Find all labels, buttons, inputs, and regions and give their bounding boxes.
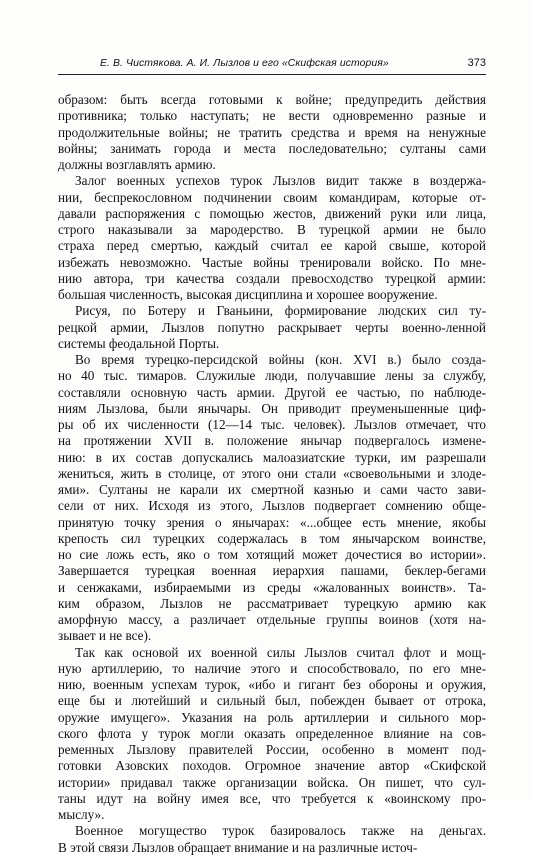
body-text bbox=[58, 92, 486, 856]
text-line: противника; только наступать; не вести одновременно разные и bbox=[58, 108, 486, 124]
text-line: ким образом, Лызлов не рассматривает турецкую армию как bbox=[58, 595, 486, 611]
text-line: системы феодальной Порты. bbox=[58, 335, 220, 351]
text-line: Рисуя, по Ботеру и Гваньини, формирование людских сил ту- bbox=[75, 303, 486, 319]
running-header bbox=[58, 54, 486, 75]
text-line: жениться, жить в столице, от этого они стали «своевольными и злоде- bbox=[58, 465, 486, 481]
text-line: страха перед смертью, каждый считал ее карой свыше, которой bbox=[58, 238, 486, 254]
text-line: ями». Султаны не карали их смертной казнью и сами часто зави- bbox=[58, 482, 486, 497]
text-line: избежать невозможно. Частые войны тренировали войско. По мне- bbox=[58, 254, 486, 270]
text-line: должны возглавлять армию. bbox=[58, 157, 216, 172]
text-line: но 40 тыс. тимаров. Служилые люди, получавшие лены за службу, bbox=[58, 368, 486, 384]
text-line: принятую точку зрения о янычарах: «...общее есть мнение, якобы bbox=[58, 514, 486, 530]
text-line: нию, военным успехам турок, «ибо и гигант без обороны и оружия, bbox=[58, 677, 486, 692]
text-line: Залог военных успехов турок Лызлов видит также в воздержа- bbox=[75, 173, 486, 189]
paragraph bbox=[58, 823, 486, 856]
paragraph bbox=[58, 352, 486, 645]
text-line: рецкой армии, Лызлов попутно раскрывает черты военно-ленной bbox=[58, 319, 486, 335]
text-line: ную артиллерию, то наличие этого и способствовало, по его мне- bbox=[58, 660, 486, 676]
text-line: образом: быть всегда готовыми к войне; предупредить действия bbox=[58, 92, 486, 107]
text-line: ременных Лызлову правителей России, особенно в момент под- bbox=[58, 742, 486, 757]
text-line: таны идут на войну имея все, что требуется к «воинскому про- bbox=[58, 790, 486, 806]
paragraph bbox=[58, 92, 486, 173]
text-line: но сие ложь есть, яко о том хотящий может дочестися во истории». bbox=[58, 547, 486, 562]
text-line: давали распоряжения с помощью жестов, движений руки или лица, bbox=[58, 205, 486, 221]
text-line: зывает и не все). bbox=[58, 628, 152, 644]
text-line: нию автора, три качества создали превосходство турецкой армии: bbox=[58, 270, 486, 286]
text-line: еще бы и лютейший и сильный был, побежден бывает от отрока, bbox=[58, 693, 486, 709]
text-line: готовки Азовских походов. Огромное значение автор «Скифской bbox=[58, 758, 486, 774]
text-line: большая численность, высокая дисциплина и хорошее вооружение. bbox=[58, 287, 438, 302]
text-line: ского флота у турок могли оказать определенное влияние на сов- bbox=[58, 725, 486, 741]
paragraph bbox=[58, 173, 486, 303]
text-line: крепость сил турецких содержалась в том янычарском воинстве, bbox=[58, 530, 486, 546]
text-line: Военное могущество турок базировалось также на деньгах. bbox=[75, 823, 486, 839]
paragraph bbox=[58, 303, 486, 352]
text-line: оружие имущего». Указания на роль артиллерии и сильного мор- bbox=[58, 709, 486, 725]
text-line: нии, беспрекословном подчинении своим командирам, которые от- bbox=[58, 189, 486, 205]
text-line: на протяжении XVII в. положение янычар подвергалось измене- bbox=[58, 433, 486, 449]
text-line: Во время турецко-персидской войны (кон. XVI в.) было созда- bbox=[75, 352, 486, 367]
text-line: В этой связи Лызлов обращает внимание и на различные источ- bbox=[58, 839, 418, 855]
text-line: Так как основой их военной силы Лызлов считал флот и мощ- bbox=[75, 644, 486, 660]
text-line: и сенжаками, избираемыми из среды «жалованных воинств». Та- bbox=[58, 579, 486, 595]
text-line: нию: в их состав допускались малоазиатские турки, им разрешали bbox=[58, 449, 486, 465]
running-title: Е. В. Чистякова. А. И. Лызлов и его «Скифская история» bbox=[100, 58, 389, 69]
page-number: 373 bbox=[467, 57, 486, 69]
text-line: ры об их численности (12—14 тыс. человек). Лызлов отмечает, что bbox=[58, 417, 486, 432]
text-line: ниям Лызлова, были янычары. Он приводит преуменьшенные циф- bbox=[58, 400, 486, 416]
text-line: истории» придавал также организации войска. Он пишет, что сул- bbox=[58, 774, 486, 790]
text-line: строго наказывали за мародерство. В турецкой армии не было bbox=[58, 222, 486, 237]
paragraph bbox=[58, 645, 486, 824]
text-line: мыслу». bbox=[58, 807, 105, 822]
text-line: войны; занимать города и места последовательно; султаны сами bbox=[58, 140, 486, 156]
text-line: Завершается турецкая военная иерархия пашами, беклер-бегами bbox=[58, 563, 486, 579]
text-line: составляли основную часть армии. Другой ее частью, по наблюде- bbox=[58, 384, 486, 400]
text-line: сели от них. Исходя из этого, Лызлов подвергает сомнению обще- bbox=[58, 498, 486, 514]
text-line: аморфную массу, а различает отдельные группы воинов (хотя на- bbox=[58, 612, 486, 627]
text-line: продолжительные войны; не тратить средства и время на ненужные bbox=[58, 124, 486, 140]
